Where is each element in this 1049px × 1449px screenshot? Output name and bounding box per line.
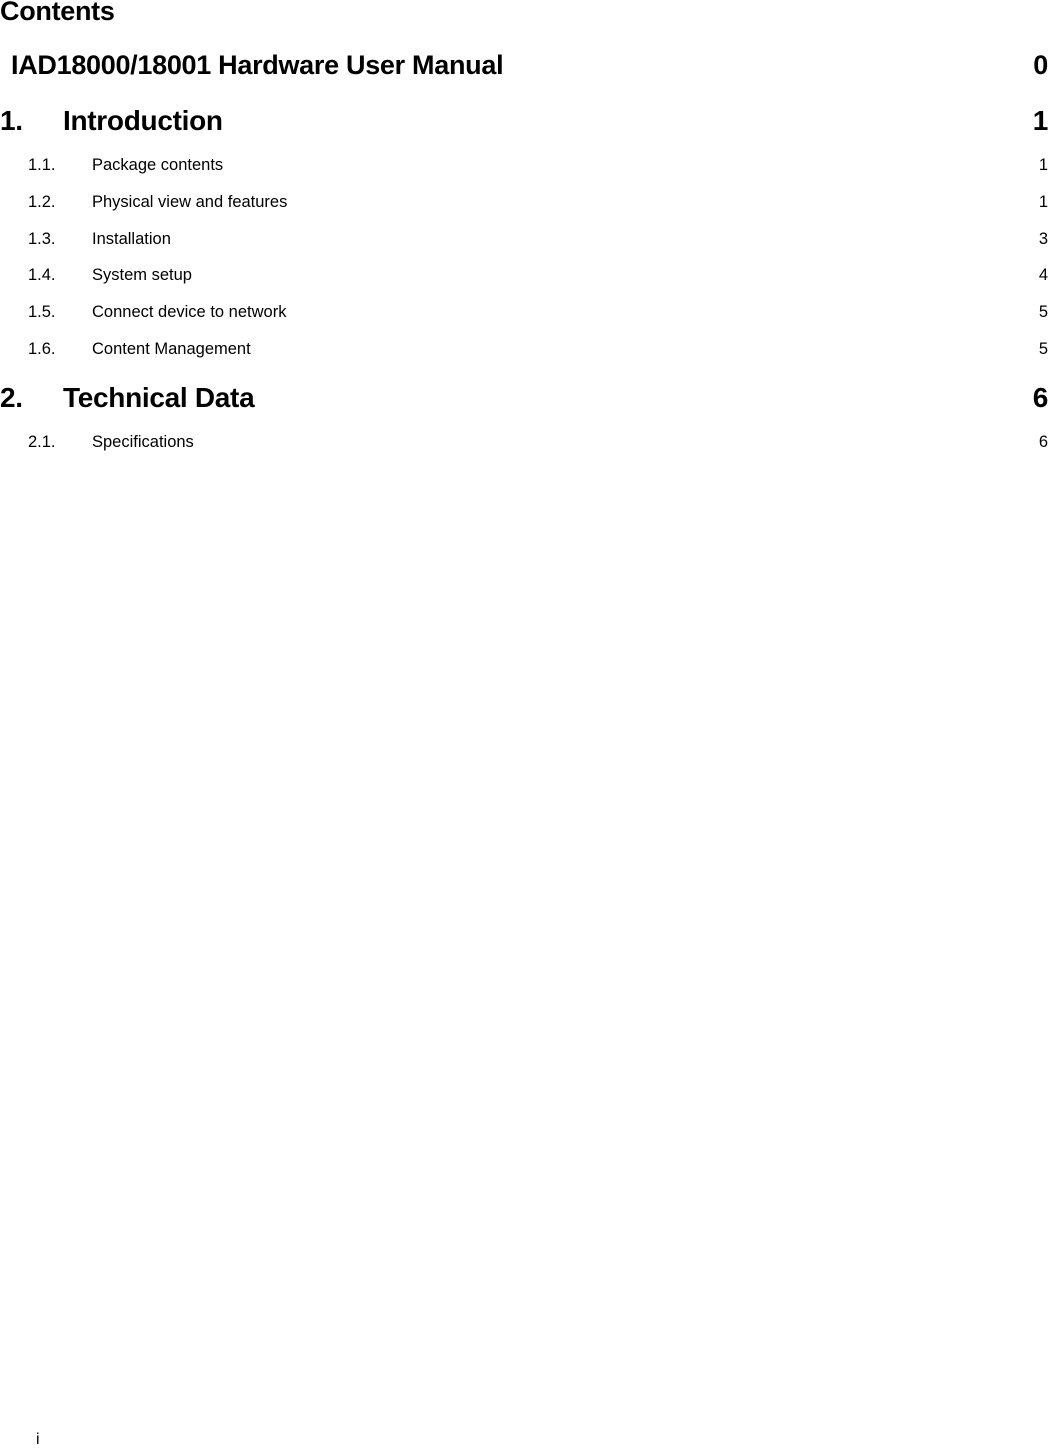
toc-entry-page: 1 (1038, 156, 1048, 174)
toc-entry-number: 2. (0, 382, 23, 413)
toc-entry-page: 1 (1032, 105, 1048, 136)
toc-entry-text: Connect device to network (92, 303, 287, 321)
toc-entry-text: Technical Data (63, 382, 255, 413)
toc-entry-page: 5 (1038, 303, 1048, 321)
toc-title: Contents (0, 0, 115, 26)
toc-entry-number: 1.1. (28, 156, 56, 174)
toc-entry-text: System setup (92, 266, 192, 284)
toc-entry-number: 1.3. (28, 230, 56, 248)
toc-entry-number: 2.1. (28, 433, 56, 451)
toc-entry-text: Content Management (92, 340, 251, 358)
toc-entry-page: 6 (1032, 382, 1048, 413)
toc-entry-text: Introduction (63, 105, 223, 136)
toc-entry-page: 5 (1038, 340, 1048, 358)
toc-entry-page: 1 (1038, 193, 1048, 211)
toc-entry-text: Installation (92, 230, 171, 248)
toc-entry-text: IAD18000/18001 Hardware User Manual (11, 50, 504, 80)
toc-entry-text: Package contents (92, 156, 224, 174)
toc-entry-number: 1. (0, 105, 23, 136)
toc-entry-page: 0 (1033, 50, 1048, 80)
toc-entry-page: 3 (1038, 230, 1048, 248)
toc-entry-text: Physical view and features (92, 193, 288, 211)
toc-entry-number: 1.4. (28, 266, 56, 284)
toc-entry-number: 1.6. (28, 340, 56, 358)
toc-entry-number: 1.2. (28, 193, 56, 211)
toc-entry-number: 1.5. (28, 303, 56, 321)
footer-page-number: i (36, 1431, 40, 1448)
toc-entry-text: Specifications (92, 433, 194, 451)
toc-entry-page: 4 (1038, 266, 1048, 284)
toc-entry-page: 6 (1038, 433, 1048, 451)
